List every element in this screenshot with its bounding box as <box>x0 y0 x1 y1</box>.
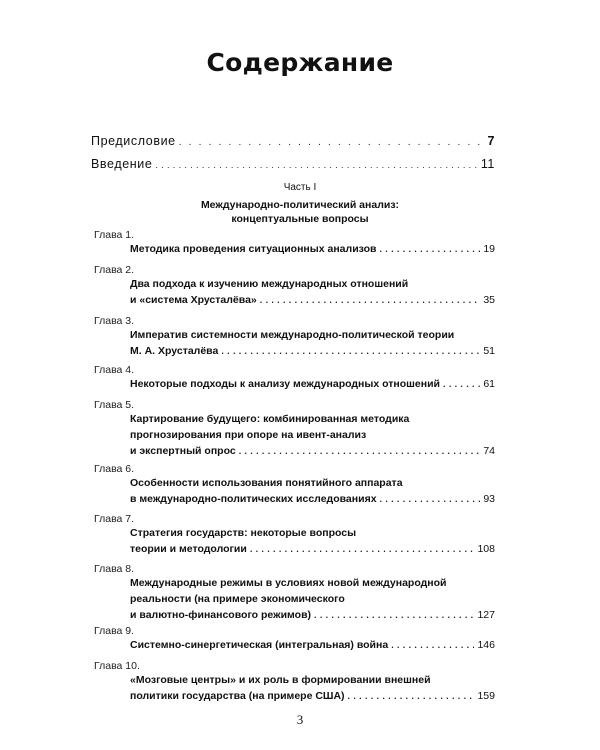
dot-leader <box>221 343 480 359</box>
dot-leader <box>179 137 485 148</box>
toc-entry-page: 51 <box>483 345 495 357</box>
chapter-label: Глава 10. <box>94 660 140 672</box>
part-title <box>0 198 600 226</box>
toc-entry-chapter-8[interactable] <box>130 575 495 623</box>
chapter-title-line: Некоторые подходы к анализу международных отношений <box>130 378 441 390</box>
chapter-title-line: Два подхода к изучению международных отношений <box>130 278 409 290</box>
chapter-label: Глава 1. <box>94 229 135 241</box>
part-label: Часть I <box>283 182 317 193</box>
chapter-title-line: Особенности использования понятийного аппарата <box>130 477 403 489</box>
chapter-title-line: Системно-синергетическая (интегральная) война <box>130 639 389 651</box>
toc-entry-chapter-1[interactable] <box>130 241 495 257</box>
toc-entry-page: 108 <box>477 543 495 555</box>
toc-entry-page: 35 <box>483 294 495 306</box>
dot-leader <box>348 688 475 704</box>
toc-entry-chapter-10[interactable] <box>130 672 495 704</box>
toc-entry-page: 127 <box>477 609 495 621</box>
toc-entry-chapter-2[interactable] <box>130 276 495 308</box>
chapter-title-line: реальности (на примере экономического <box>130 593 345 605</box>
dot-leader <box>250 541 475 557</box>
chapter-label: Глава 8. <box>94 563 135 575</box>
toc-entry-chapter-4[interactable] <box>130 376 495 392</box>
dot-leader <box>314 607 474 623</box>
chapter-label: Глава 3. <box>94 315 135 327</box>
toc-entry-chapter-9[interactable] <box>130 637 495 653</box>
dot-leader <box>379 241 480 257</box>
chapter-title-line: «Мозговые центры» и их роль в формировании внешней <box>130 674 431 686</box>
chapter-label: Глава 9. <box>94 625 135 637</box>
dot-leader <box>260 292 481 308</box>
chapter-title-line: и экспертный опрос <box>130 445 236 457</box>
chapter-title-line: Стратегия государств: некоторые вопросы <box>130 527 357 539</box>
page-title: Содержание <box>206 48 394 77</box>
chapter-title-line: политики государства (на примере США) <box>130 690 345 702</box>
dot-leader <box>380 491 481 507</box>
toc-entry-page: 7 <box>487 134 495 148</box>
toc-entry-chapter-3[interactable] <box>130 327 495 359</box>
toc-entry-page: 11 <box>480 157 495 171</box>
dot-leader <box>155 160 477 170</box>
part-title-line: концептуальные вопросы <box>231 213 369 225</box>
toc-entry-page: 19 <box>483 243 495 255</box>
toc-entry-introduction[interactable] <box>91 157 495 171</box>
toc-entry-page: 61 <box>483 378 495 390</box>
chapter-title-line: в международно-политических исследованиях <box>130 493 377 505</box>
toc-entry-page: 93 <box>483 493 495 505</box>
chapter-title-line: Картирование будущего: комбинированная методика <box>130 413 410 425</box>
toc-entry-page: 74 <box>483 445 495 457</box>
dot-leader <box>239 443 481 459</box>
page-number: 3 <box>296 712 304 727</box>
part-title-line: Международно-политический анализ: <box>200 199 400 211</box>
toc-entry-label: Предисловие <box>91 134 176 148</box>
dot-leader <box>391 637 474 653</box>
toc-entry-chapter-5[interactable] <box>130 411 495 459</box>
toc-entry-page: 146 <box>477 639 495 651</box>
chapter-title-line: Императив системности международно-политической теории <box>130 329 455 341</box>
chapter-title-line: прогнозирования при опоре на ивент-анализ <box>130 429 367 441</box>
chapter-title-line: Международные режимы в условиях новой международной <box>130 577 447 589</box>
toc-entry-label: Введение <box>91 157 153 171</box>
chapter-label: Глава 2. <box>94 264 135 276</box>
chapter-label: Глава 4. <box>94 364 135 376</box>
chapter-label: Глава 7. <box>94 513 135 525</box>
chapter-label: Глава 6. <box>94 463 135 475</box>
chapter-title-line: и валютно-финансового режимов) <box>130 609 312 621</box>
toc-entry-preface[interactable] <box>91 134 495 148</box>
toc-entry-page: 159 <box>477 690 495 702</box>
toc-entry-chapter-6[interactable] <box>130 475 495 507</box>
chapter-title-line: Методика проведения ситуационных анализов <box>130 243 377 255</box>
chapter-title-line: М. А. Хрусталёва <box>130 345 219 357</box>
toc-entry-chapter-7[interactable] <box>130 525 495 557</box>
chapter-title-line: и «система Хрусталёва» <box>130 294 257 306</box>
dot-leader <box>443 376 480 392</box>
chapter-label: Глава 5. <box>94 399 135 411</box>
chapter-title-line: теории и методологии <box>130 543 247 555</box>
